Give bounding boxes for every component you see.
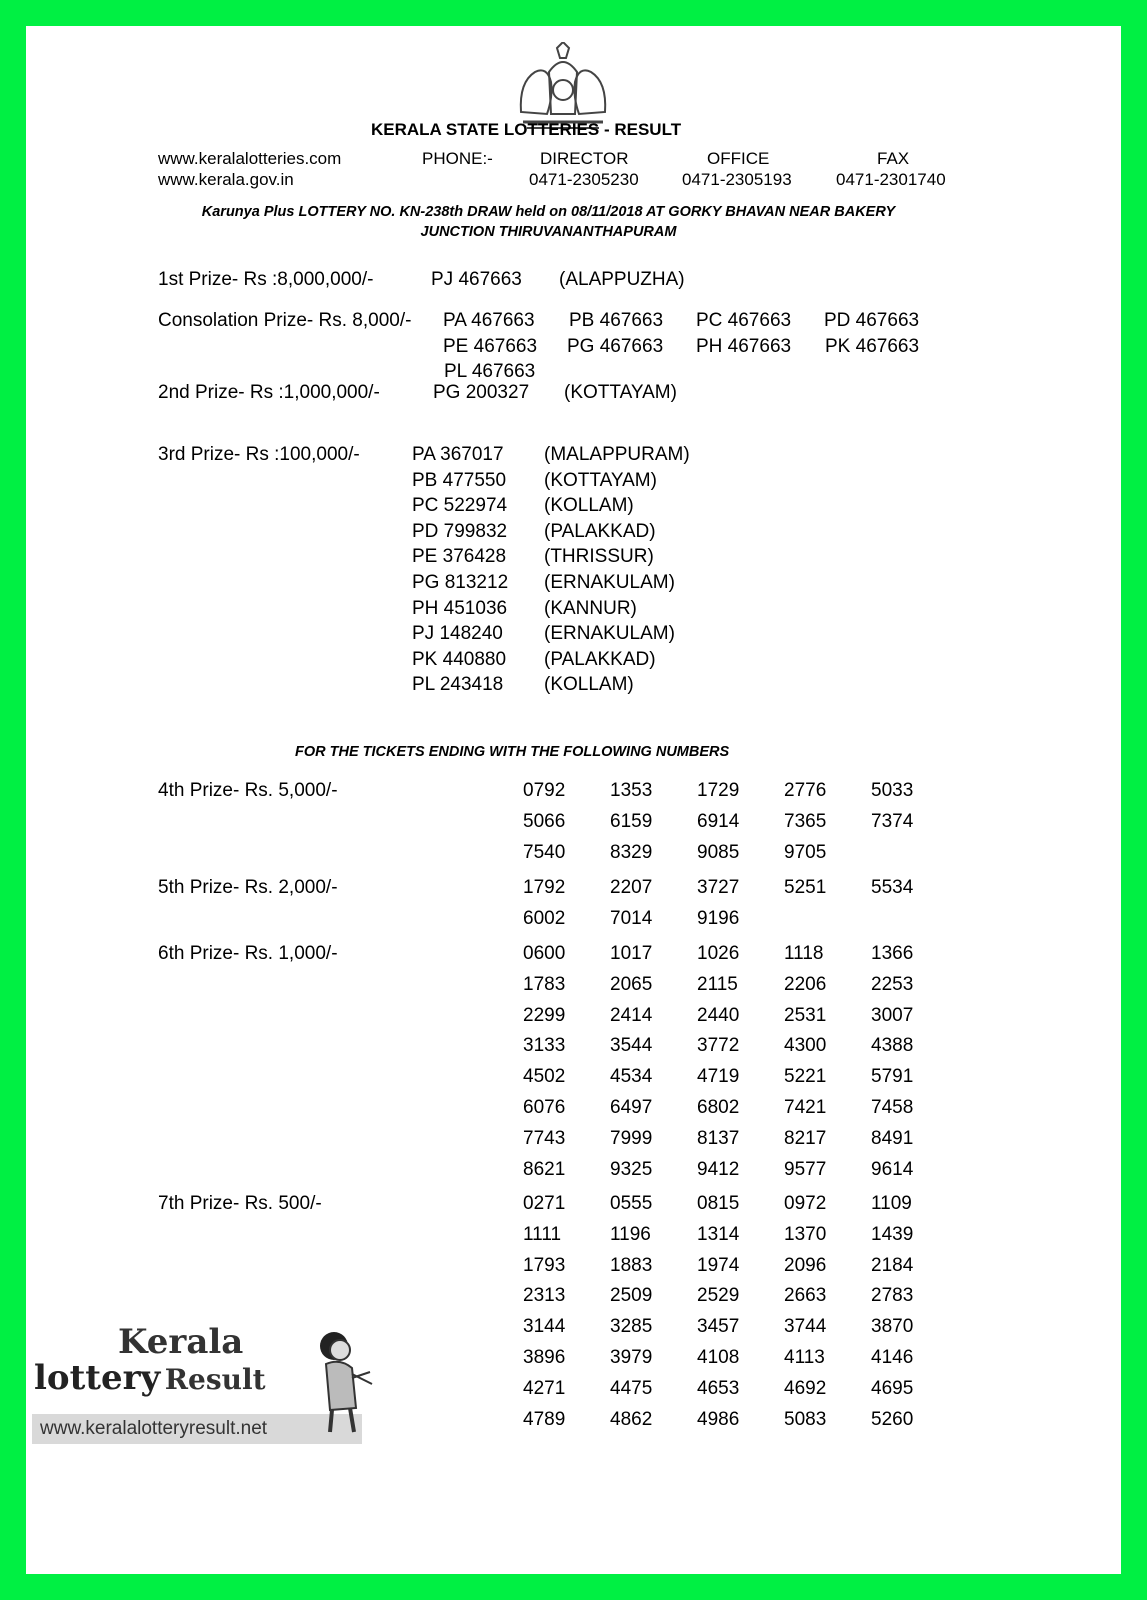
prize-number: 3007 — [871, 1004, 914, 1026]
prize-number: 8329 — [610, 841, 653, 863]
page-title: KERALA STATE LOTTERIES - RESULT — [371, 120, 682, 139]
prize-number: 2207 — [610, 877, 653, 898]
fax-phone: 0471-2301740 — [836, 170, 946, 189]
second-prize-place: (KOTTAYAM) — [564, 382, 677, 403]
prize-number: 9196 — [697, 907, 740, 929]
prize-number: 0555 — [610, 1193, 653, 1214]
prize-number: 3285 — [610, 1316, 653, 1338]
prize-number: 1118 — [784, 943, 824, 964]
prize-number: 2096 — [784, 1254, 827, 1276]
prize-number: 6497 — [610, 1097, 653, 1118]
third-prize-place: (ERNAKULAM) — [544, 623, 675, 645]
draw-info-line-1: Karunya Plus LOTTERY NO. KN-238th DRAW held on 08/11/2018 AT GORKY BHAVAN NEAR BAKERY — [201, 204, 896, 220]
third-prize-place: (KOLLAM) — [544, 495, 634, 517]
prize-number: 6802 — [697, 1097, 740, 1118]
prize-number: 4108 — [697, 1347, 740, 1368]
second-prize-label: 2nd Prize- Rs :1,000,000/- — [158, 382, 380, 403]
prize-number: 7365 — [784, 810, 827, 832]
prize-number: 2253 — [871, 973, 914, 995]
third-prize-place: (THRISSUR) — [544, 546, 654, 568]
prize-number: 7014 — [610, 907, 653, 929]
prize-number: 2206 — [784, 973, 827, 995]
third-prize-label: 3rd Prize- Rs :100,000/- — [158, 444, 360, 465]
third-prize-ticket: PL 243418 — [412, 674, 504, 696]
prize-number: 6914 — [697, 810, 740, 832]
consolation-ticket: PE 467663 — [443, 336, 538, 357]
consolation-ticket: PH 467663 — [696, 336, 792, 357]
prize-number: 8621 — [523, 1158, 566, 1180]
prize-number: 3133 — [523, 1035, 566, 1057]
prize-number: 3744 — [784, 1316, 827, 1338]
third-prize-ticket: PG 813212 — [412, 572, 509, 593]
third-prize-place: (PALAKKAD) — [544, 648, 656, 670]
prize-number: 0271 — [523, 1193, 566, 1214]
prize-number: 1109 — [871, 1193, 912, 1214]
office-phone: 0471-2305193 — [682, 170, 792, 189]
prize-number: 8137 — [697, 1127, 740, 1149]
consolation-ticket: PK 467663 — [825, 336, 920, 357]
prize-number: 4789 — [523, 1408, 566, 1430]
prize-number: 2414 — [610, 1004, 653, 1026]
prize-number: 1370 — [784, 1223, 827, 1245]
prize-number: 3870 — [871, 1316, 914, 1338]
third-prize-place: (PALAKKAD) — [544, 520, 656, 542]
office-label: OFFICE — [707, 149, 770, 168]
third-prize-ticket: PJ 148240 — [412, 623, 503, 645]
prize-number: 4388 — [871, 1035, 914, 1057]
prize-number: 0792 — [523, 780, 566, 801]
prize-number: 4475 — [610, 1377, 653, 1399]
prize-number: 9614 — [871, 1158, 914, 1180]
prize-number: 0972 — [784, 1193, 827, 1214]
first-prize-label: 1st Prize- Rs :8,000,000/- — [158, 269, 374, 290]
prize-number: 0815 — [697, 1193, 740, 1214]
watermark-lottery: lottery — [34, 1358, 161, 1398]
third-prize-place: (KOLLAM) — [544, 674, 634, 696]
prize-number: 3544 — [610, 1035, 653, 1057]
prize-number: 9085 — [697, 841, 740, 863]
prize-number: 3144 — [523, 1316, 566, 1338]
prize-number: 4146 — [871, 1347, 914, 1368]
prize-number: 7999 — [610, 1127, 653, 1149]
prize-number: 5260 — [871, 1408, 914, 1430]
prize-number: 1729 — [697, 780, 740, 801]
prize-number: 4695 — [871, 1377, 914, 1399]
prize-number: 1026 — [697, 943, 740, 964]
consolation-ticket: PB 467663 — [569, 310, 664, 331]
prize-number: 7540 — [523, 841, 566, 863]
prize-number: 1353 — [610, 780, 653, 801]
consolation-ticket: PD 467663 — [824, 310, 920, 331]
third-prize-ticket: PK 440880 — [412, 648, 507, 670]
prize-number: 4653 — [697, 1377, 740, 1399]
prize-number: 8491 — [871, 1127, 914, 1149]
mascot-icon — [312, 1328, 376, 1438]
prize-number: 6076 — [523, 1097, 566, 1118]
prize-number: 1974 — [697, 1254, 740, 1276]
prize-number: 9325 — [610, 1158, 653, 1180]
prize-number: 2313 — [523, 1285, 566, 1307]
prize-number: 1783 — [523, 973, 566, 995]
prize-number: 1017 — [610, 943, 653, 964]
third-prize-place: (MALAPPURAM) — [544, 444, 690, 465]
third-prize-ticket: PA 367017 — [412, 444, 504, 465]
third-prize-ticket: PH 451036 — [412, 597, 508, 619]
prize-number: 4271 — [523, 1377, 566, 1399]
prize-number: 4300 — [784, 1035, 827, 1057]
prize-number: 3772 — [697, 1035, 740, 1057]
prize-number: 3896 — [523, 1347, 566, 1368]
prize-number: 2509 — [610, 1285, 653, 1307]
watermark-kerala: Kerala — [118, 1322, 244, 1362]
sixth-prize-label: 6th Prize- Rs. 1,000/- — [158, 943, 338, 964]
prize-number: 4113 — [784, 1347, 825, 1368]
prize-number: 4692 — [784, 1377, 827, 1399]
prize-number: 2440 — [697, 1004, 740, 1026]
third-prize-ticket: PB 477550 — [412, 469, 507, 491]
prize-number: 2065 — [610, 973, 653, 995]
fourth-prize-label: 4th Prize- Rs. 5,000/- — [158, 780, 338, 801]
prize-number: 5534 — [871, 877, 914, 898]
draw-info-line-2: JUNCTION THIRUVANANTHAPURAM — [420, 224, 677, 240]
director-phone: 0471-2305230 — [529, 170, 639, 189]
prize-number: 5033 — [871, 780, 914, 801]
prize-number: 2776 — [784, 780, 827, 801]
prize-number: 1883 — [610, 1254, 653, 1276]
prize-number: 3979 — [610, 1347, 653, 1368]
prize-number: 1196 — [610, 1223, 651, 1245]
prize-number: 2663 — [784, 1285, 827, 1307]
prize-number: 0600 — [523, 943, 566, 964]
prize-number: 3457 — [697, 1316, 740, 1338]
prize-number: 4502 — [523, 1066, 566, 1088]
prize-number: 4862 — [610, 1408, 653, 1430]
prize-number: 2184 — [871, 1254, 914, 1276]
third-prize-ticket: PD 799832 — [412, 520, 508, 542]
consolation-ticket: PG 467663 — [567, 336, 664, 357]
prize-number: 5221 — [784, 1066, 827, 1088]
result-page — [26, 26, 1121, 1574]
seventh-prize-label: 7th Prize- Rs. 500/- — [158, 1193, 322, 1214]
third-prize-place: (KOTTAYAM) — [544, 469, 657, 491]
prize-number: 2115 — [697, 973, 738, 995]
consolation-prize-label: Consolation Prize- Rs. 8,000/- — [158, 310, 412, 331]
third-prize-ticket: PC 522974 — [412, 495, 508, 517]
prize-number: 3727 — [697, 877, 740, 898]
prize-number: 7421 — [784, 1097, 827, 1118]
prize-number: 4534 — [610, 1066, 653, 1088]
watermark-result: Result — [164, 1363, 266, 1396]
prize-number: 1111 — [523, 1223, 562, 1245]
prize-number: 9412 — [697, 1158, 740, 1180]
consolation-ticket: PC 467663 — [696, 310, 792, 331]
director-label: DIRECTOR — [540, 149, 629, 168]
website-link-2: www.kerala.gov.in — [158, 170, 294, 189]
watermark-brand — [34, 1358, 266, 1398]
fifth-prize-label: 5th Prize- Rs. 2,000/- — [158, 877, 338, 898]
consolation-ticket: PL 467663 — [444, 361, 536, 382]
third-prize-place: (ERNAKULAM) — [544, 572, 675, 593]
prize-number: 8217 — [784, 1127, 827, 1149]
prize-number: 1314 — [697, 1223, 740, 1245]
prize-number: 6159 — [610, 810, 653, 832]
prize-number: 9577 — [784, 1158, 827, 1180]
third-prize-place: (KANNUR) — [544, 597, 637, 619]
prize-number: 7374 — [871, 810, 914, 832]
prize-number: 4986 — [697, 1408, 740, 1430]
second-prize-ticket: PG 200327 — [433, 382, 530, 403]
prize-number: 9705 — [784, 841, 827, 863]
prize-number: 2299 — [523, 1004, 566, 1026]
prize-number: 5083 — [784, 1408, 827, 1430]
prize-number: 2783 — [871, 1285, 914, 1307]
prize-number: 5251 — [784, 877, 827, 898]
fax-label: FAX — [877, 149, 910, 168]
prize-number: 5791 — [871, 1066, 914, 1088]
prize-number: 1792 — [523, 877, 566, 898]
prize-number: 2529 — [697, 1285, 740, 1307]
prize-number: 4719 — [697, 1066, 740, 1088]
prize-number: 5066 — [523, 810, 566, 832]
prize-number: 7743 — [523, 1127, 566, 1149]
prize-number: 7458 — [871, 1097, 914, 1118]
third-prize-ticket: PE 376428 — [412, 546, 507, 568]
website-link-1: www.keralalotteries.com — [158, 149, 342, 168]
first-prize-ticket: PJ 467663 — [431, 269, 522, 290]
ending-numbers-heading: FOR THE TICKETS ENDING WITH THE FOLLOWING NUMBERS — [295, 744, 730, 760]
prize-number: 2531 — [784, 1004, 827, 1026]
phone-label: PHONE:- — [422, 149, 493, 168]
prize-number: 1439 — [871, 1223, 914, 1245]
first-prize-place: (ALAPPUZHA) — [559, 269, 685, 290]
prize-number: 1366 — [871, 943, 914, 964]
prize-number: 6002 — [523, 907, 566, 929]
consolation-ticket: PA 467663 — [443, 310, 535, 331]
prize-number: 1793 — [523, 1254, 566, 1276]
watermark-url: www.keralalotteryresult.net — [40, 1418, 268, 1439]
